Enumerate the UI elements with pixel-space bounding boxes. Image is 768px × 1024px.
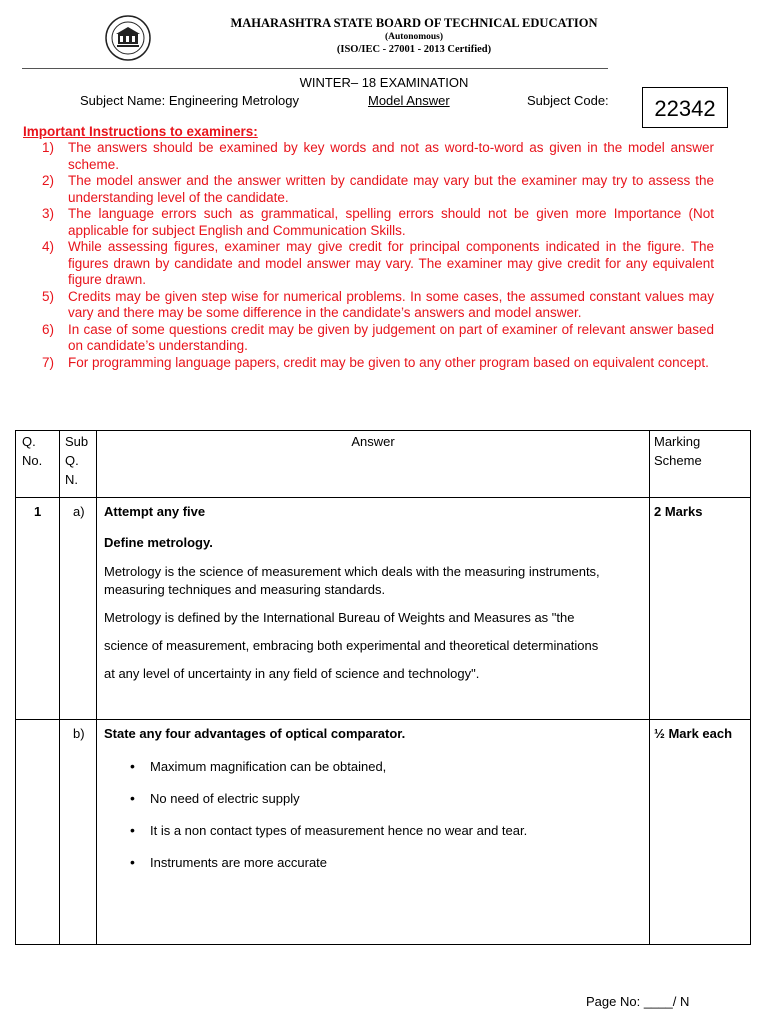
table-column-divider <box>96 431 97 944</box>
list-item: • Maximum magnification can be obtained, <box>104 757 644 776</box>
answer-paragraph <box>104 604 644 688</box>
autonomous-label: (Autonomous) <box>384 32 444 42</box>
instruction-text: The language errors such as grammatical, spelling errors should not be given more Importance (Not applicable for subject English and Communication Skills. <box>68 206 714 238</box>
subject-code-label: Subject Code: <box>527 93 609 108</box>
table-row-divider <box>16 497 750 498</box>
list-item: • It is a non contact types of measurement hence no wear and tear. <box>104 821 644 840</box>
instruction-item <box>22 322 714 355</box>
section-heading: Attempt any five <box>104 504 206 519</box>
header-answer: Answer <box>351 434 395 449</box>
header-sub-line: Q. <box>65 453 79 468</box>
instruction-number: 2) <box>42 173 55 188</box>
table-column-divider <box>649 431 650 944</box>
instruction-item <box>22 289 714 322</box>
header-sub-q-no <box>65 432 88 489</box>
marks-cell: 2 Marks <box>654 504 703 519</box>
instruction-number: 5) <box>42 288 55 304</box>
header-sub-line: Sub <box>65 434 89 449</box>
instruction-text: While assessing figures, examiner may give credit for principal components indicated in the figure. The figures drawn by candidate and model answer may vary. The examiner may give credit for any equivalent figure drawn. <box>68 239 714 287</box>
instruction-item <box>22 173 714 206</box>
advantages-list <box>104 757 644 872</box>
table-row-divider <box>16 719 750 720</box>
sub-q-number: b) <box>73 726 85 741</box>
header-marking-line: Scheme <box>654 453 702 468</box>
answer-line: Metrology is defined by the International Bureau of Weights and Measures as "the <box>104 610 575 625</box>
instruction-item <box>22 140 714 173</box>
question-text: Define metrology. <box>104 535 213 550</box>
answer-line: at any level of uncertainty in any field of science and technology". <box>104 666 480 681</box>
table-column-divider <box>59 431 60 944</box>
subject-code-box: 22342 <box>642 87 728 128</box>
instruction-item <box>22 355 714 372</box>
header-q-no <box>22 432 42 470</box>
instructions-list <box>22 140 714 371</box>
instruction-text: In case of some questions credit may be given by judgement on part of examiner of relevant answer based on candidate’s understanding. <box>68 321 714 353</box>
answer-line: science of measurement, embracing both experimental and theoretical determinations <box>104 638 599 653</box>
instructions-title: Important Instructions to examiners: <box>23 124 258 139</box>
board-name: MAHARASHTRA STATE BOARD OF TECHNICAL EDUCATION <box>230 16 598 30</box>
subject-name: Subject Name: Engineering Metrology <box>80 93 299 108</box>
iso-certification: (ISO/IEC - 27001 - 2013 Certified) <box>336 44 492 55</box>
instruction-item <box>22 239 714 289</box>
header-marking-line: Marking <box>654 434 701 449</box>
header-q-no-line: Q. <box>22 434 36 449</box>
instruction-number: 7) <box>42 354 55 370</box>
header-divider <box>22 68 608 69</box>
question-text: State any four advantages of optical comparator. <box>104 726 406 741</box>
instruction-number: 1) <box>42 140 55 155</box>
instruction-text: For programming language papers, credit may be given to any other program based on equivalent concept. <box>68 354 709 370</box>
header-sub-line: N. <box>65 472 78 487</box>
instruction-text: The answers should be examined by key words and not as word-to-word as given in the model answer scheme. <box>68 140 714 172</box>
instruction-number: 4) <box>42 239 55 254</box>
answer-cell <box>104 724 644 872</box>
header-marking-scheme <box>654 432 702 470</box>
page-number: Page No: ____/ N <box>586 994 690 1009</box>
answer-cell <box>104 502 644 688</box>
answer-table <box>15 430 751 945</box>
model-answer-label: Model Answer <box>368 93 450 108</box>
header-q-no-line: No. <box>22 453 43 468</box>
instruction-number: 3) <box>42 206 55 221</box>
exam-title: WINTER– 18 EXAMINATION <box>299 75 469 90</box>
q-number: 1 <box>34 504 42 519</box>
marks-cell: ½ Mark each <box>654 726 733 741</box>
instruction-number: 6) <box>42 321 55 337</box>
instruction-text: The model answer and the answer written by candidate may vary but the examiner may try to assess the understanding level of the candidate. <box>68 173 714 205</box>
sub-q-number: a) <box>73 504 85 519</box>
list-item: • Instruments are more accurate <box>104 853 644 872</box>
list-item: • No need of electric supply <box>104 789 644 808</box>
answer-paragraph: Metrology is the science of measurement which deals with the measuring instruments, measuring techniques and measuring standards. <box>104 564 600 597</box>
instruction-item <box>22 206 714 239</box>
instruction-text: Credits may be given step wise for numerical problems. In some cases, the assumed constant values may vary and there may be some difference in the candidate’s answers and model answer. <box>68 288 714 320</box>
